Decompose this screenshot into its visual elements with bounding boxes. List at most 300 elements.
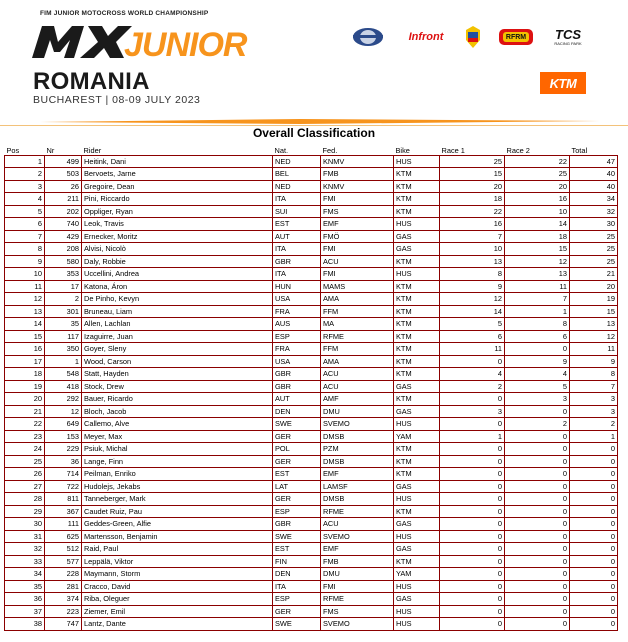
cell-pos: 23 (5, 430, 45, 443)
cell-nr: 228 (45, 568, 82, 581)
cell-nat: GER (273, 605, 321, 618)
cell-nr: 740 (45, 218, 82, 231)
fim-emblem-icon (350, 22, 386, 52)
cell-bike: KTM (394, 193, 440, 206)
cell-bike: HUS (394, 418, 440, 431)
document-header (0, 0, 628, 124)
cell-fed: KNMV (321, 180, 394, 193)
table-row (5, 555, 618, 568)
cell-race2: 0 (505, 605, 570, 618)
cell-nr: 649 (45, 418, 82, 431)
table-row (5, 618, 618, 631)
cell-pos: 9 (5, 255, 45, 268)
cell-rider: Psiuk, Michal (82, 443, 273, 456)
cell-pos: 3 (5, 180, 45, 193)
cell-nat: AUT (273, 393, 321, 406)
cell-nat: ESP (273, 593, 321, 606)
cell-total: 0 (570, 493, 618, 506)
cell-pos: 36 (5, 593, 45, 606)
cell-bike: YAM (394, 568, 440, 581)
rfrm-logo: RFRM (496, 22, 536, 52)
championship-name: FIM JUNIOR MOTOCROSS WORLD CHAMPIONSHIP (40, 10, 209, 17)
table-row (5, 193, 618, 206)
cell-fed: SVEMO (321, 618, 394, 631)
cell-nr: 36 (45, 455, 82, 468)
cell-bike: KTM (394, 343, 440, 356)
cell-race2: 0 (505, 480, 570, 493)
cell-nat: FRA (273, 305, 321, 318)
cell-rider: Gregoire, Dean (82, 180, 273, 193)
cell-nat: SWE (273, 418, 321, 431)
cell-race1: 0 (440, 480, 505, 493)
cell-race2: 20 (505, 180, 570, 193)
table-row (5, 255, 618, 268)
cell-total: 0 (570, 568, 618, 581)
cell-nr: 17 (45, 280, 82, 293)
cell-nat: USA (273, 293, 321, 306)
table-row (5, 455, 618, 468)
cell-nat: HUN (273, 280, 321, 293)
cell-bike: HUS (394, 618, 440, 631)
cell-nr: 229 (45, 443, 82, 456)
table-row (5, 443, 618, 456)
cell-race2: 5 (505, 380, 570, 393)
cell-total: 2 (570, 418, 618, 431)
cell-race2: 7 (505, 293, 570, 306)
cell-fed: LAMSF (321, 480, 394, 493)
cell-race2: 0 (505, 443, 570, 456)
cell-race1: 0 (440, 593, 505, 606)
infront-logo: Infront (408, 31, 444, 43)
cell-nr: 12 (45, 405, 82, 418)
cell-race1: 0 (440, 605, 505, 618)
cell-nr: 301 (45, 305, 82, 318)
cell-fed: DMU (321, 568, 394, 581)
cell-rider: Katona, Áron (82, 280, 273, 293)
cell-rider: Lange, Finn (82, 455, 273, 468)
table-row (5, 593, 618, 606)
cell-bike: KTM (394, 168, 440, 181)
cell-pos: 11 (5, 280, 45, 293)
cell-rider: Raid, Paul (82, 543, 273, 556)
cell-race1: 10 (440, 243, 505, 256)
cell-pos: 10 (5, 268, 45, 281)
cell-fed: MA (321, 318, 394, 331)
cell-nr: 211 (45, 193, 82, 206)
cell-fed: MAMS (321, 280, 394, 293)
cell-fed: AMF (321, 393, 394, 406)
table-row (5, 418, 618, 431)
orange-swoosh (0, 118, 628, 126)
cell-nat: EST (273, 218, 321, 231)
cell-bike: GAS (394, 405, 440, 418)
federation-emblem-icon (462, 22, 484, 52)
cell-nr: 117 (45, 330, 82, 343)
cell-total: 32 (570, 205, 618, 218)
col-nat: Nat. (273, 143, 321, 155)
cell-total: 19 (570, 293, 618, 306)
cell-total: 47 (570, 155, 618, 168)
table-row (5, 605, 618, 618)
cell-nr: 153 (45, 430, 82, 443)
cell-pos: 7 (5, 230, 45, 243)
cell-race2: 14 (505, 218, 570, 231)
cell-nat: NED (273, 180, 321, 193)
cell-rider: Ziemer, Emil (82, 605, 273, 618)
cell-total: 34 (570, 193, 618, 206)
col-nr: Nr (45, 143, 82, 155)
cell-race1: 0 (440, 468, 505, 481)
cell-rider: Heitink, Dani (82, 155, 273, 168)
cell-nr: 577 (45, 555, 82, 568)
cell-nat: GER (273, 430, 321, 443)
cell-race1: 7 (440, 230, 505, 243)
cell-fed: FMI (321, 193, 394, 206)
cell-fed: FFM (321, 305, 394, 318)
cell-pos: 32 (5, 543, 45, 556)
cell-fed: RFME (321, 593, 394, 606)
cell-rider: Cracco, David (82, 580, 273, 593)
table-row (5, 293, 618, 306)
cell-rider: Statt, Hayden (82, 368, 273, 381)
cell-race2: 0 (505, 543, 570, 556)
cell-bike: GAS (394, 380, 440, 393)
cell-bike: KTM (394, 355, 440, 368)
table-row (5, 218, 618, 231)
cell-nat: USA (273, 355, 321, 368)
cell-fed: FMI (321, 580, 394, 593)
cell-race2: 0 (505, 430, 570, 443)
table-row (5, 505, 618, 518)
cell-race1: 18 (440, 193, 505, 206)
cell-pos: 27 (5, 480, 45, 493)
cell-race2: 18 (505, 230, 570, 243)
cell-total: 3 (570, 405, 618, 418)
cell-total: 1 (570, 430, 618, 443)
cell-nat: SUI (273, 205, 321, 218)
cell-bike: KTM (394, 368, 440, 381)
cell-race2: 0 (505, 343, 570, 356)
cell-pos: 34 (5, 568, 45, 581)
cell-race1: 2 (440, 380, 505, 393)
cell-race1: 3 (440, 405, 505, 418)
cell-race1: 14 (440, 305, 505, 318)
cell-race1: 1 (440, 430, 505, 443)
cell-race2: 3 (505, 393, 570, 406)
table-row (5, 430, 618, 443)
cell-total: 7 (570, 380, 618, 393)
cell-race1: 0 (440, 530, 505, 543)
cell-total: 0 (570, 480, 618, 493)
cell-race1: 15 (440, 168, 505, 181)
cell-bike: GAS (394, 230, 440, 243)
cell-bike: KTM (394, 280, 440, 293)
cell-race1: 0 (440, 568, 505, 581)
cell-rider: Maymann, Storm (82, 568, 273, 581)
cell-pos: 18 (5, 368, 45, 381)
cell-race1: 0 (440, 355, 505, 368)
cell-nat: GBR (273, 518, 321, 531)
cell-fed: FMS (321, 605, 394, 618)
cell-race2: 15 (505, 243, 570, 256)
cell-race1: 0 (440, 505, 505, 518)
cell-fed: SVEMO (321, 418, 394, 431)
cell-pos: 25 (5, 455, 45, 468)
table-row (5, 393, 618, 406)
cell-total: 0 (570, 580, 618, 593)
cell-nr: 353 (45, 268, 82, 281)
cell-rider: Alvisi, Nicolò (82, 243, 273, 256)
cell-bike: KTM (394, 555, 440, 568)
cell-nr: 714 (45, 468, 82, 481)
cell-rider: De Pinho, Kevyn (82, 293, 273, 306)
ktm-logo: KTM (540, 72, 586, 94)
cell-total: 25 (570, 243, 618, 256)
col-race1: Race 1 (440, 143, 505, 155)
cell-race1: 0 (440, 555, 505, 568)
table-row (5, 318, 618, 331)
cell-total: 40 (570, 180, 618, 193)
svg-text:JUNIOR: JUNIOR (124, 26, 247, 64)
cell-total: 13 (570, 318, 618, 331)
cell-nr: 512 (45, 543, 82, 556)
cell-rider: Tanneberger, Mark (82, 493, 273, 506)
cell-bike: HUS (394, 580, 440, 593)
cell-race2: 8 (505, 318, 570, 331)
cell-fed: AMA (321, 355, 394, 368)
cell-race1: 8 (440, 268, 505, 281)
cell-total: 0 (570, 555, 618, 568)
cell-pos: 38 (5, 618, 45, 631)
cell-nr: 367 (45, 505, 82, 518)
cell-race2: 0 (505, 405, 570, 418)
cell-bike: GAS (394, 543, 440, 556)
cell-nr: 722 (45, 480, 82, 493)
table-row (5, 468, 618, 481)
cell-fed: ACU (321, 255, 394, 268)
cell-bike: KTM (394, 180, 440, 193)
cell-fed: DMSB (321, 430, 394, 443)
table-row (5, 580, 618, 593)
cell-race1: 5 (440, 318, 505, 331)
col-pos: Pos (5, 143, 45, 155)
table-row (5, 530, 618, 543)
cell-nr: 292 (45, 393, 82, 406)
cell-bike: KTM (394, 393, 440, 406)
cell-nat: DEN (273, 405, 321, 418)
cell-race1: 13 (440, 255, 505, 268)
cell-pos: 24 (5, 443, 45, 456)
cell-nr: 202 (45, 205, 82, 218)
cell-race2: 0 (505, 618, 570, 631)
mx-junior-logo (32, 20, 272, 64)
cell-rider: Leppälä, Viktor (82, 555, 273, 568)
table-row (5, 480, 618, 493)
cell-bike: GAS (394, 518, 440, 531)
cell-race2: 0 (505, 580, 570, 593)
cell-bike: GAS (394, 480, 440, 493)
cell-nat: ESP (273, 330, 321, 343)
cell-bike: HUS (394, 605, 440, 618)
cell-nr: 374 (45, 593, 82, 606)
cell-rider: Geddes-Green, Alfie (82, 518, 273, 531)
cell-total: 0 (570, 530, 618, 543)
table-row (5, 280, 618, 293)
cell-fed: DMSB (321, 455, 394, 468)
cell-bike: KTM (394, 505, 440, 518)
cell-pos: 33 (5, 555, 45, 568)
cell-fed: SVEMO (321, 530, 394, 543)
cell-bike: HUS (394, 530, 440, 543)
cell-pos: 5 (5, 205, 45, 218)
cell-total: 30 (570, 218, 618, 231)
cell-bike: GAS (394, 593, 440, 606)
event-venue-date: BUCHAREST | 08-09 JULY 2023 (33, 94, 201, 106)
cell-race2: 0 (505, 530, 570, 543)
cell-race1: 4 (440, 368, 505, 381)
tcs-logo: TCS RACING PARK (554, 27, 582, 46)
table-row (5, 180, 618, 193)
cell-race1: 22 (440, 205, 505, 218)
cell-total: 0 (570, 605, 618, 618)
cell-race1: 0 (440, 618, 505, 631)
cell-nr: 350 (45, 343, 82, 356)
cell-nr: 2 (45, 293, 82, 306)
cell-rider: Peilman, Enriko (82, 468, 273, 481)
cell-race1: 11 (440, 343, 505, 356)
cell-rider: Meyer, Max (82, 430, 273, 443)
cell-rider: Daly, Robbie (82, 255, 273, 268)
cell-pos: 1 (5, 155, 45, 168)
cell-rider: Bloch, Jacob (82, 405, 273, 418)
cell-race1: 0 (440, 418, 505, 431)
cell-nat: SWE (273, 530, 321, 543)
cell-bike: HUS (394, 268, 440, 281)
cell-total: 12 (570, 330, 618, 343)
cell-fed: FMI (321, 243, 394, 256)
cell-pos: 26 (5, 468, 45, 481)
cell-rider: Pini, Riccardo (82, 193, 273, 206)
cell-pos: 35 (5, 580, 45, 593)
col-rider: Rider (82, 143, 273, 155)
cell-pos: 8 (5, 243, 45, 256)
cell-race2: 6 (505, 330, 570, 343)
cell-fed: ACU (321, 518, 394, 531)
cell-fed: FMS (321, 205, 394, 218)
cell-race2: 22 (505, 155, 570, 168)
cell-nat: LAT (273, 480, 321, 493)
table-row (5, 330, 618, 343)
cell-race2: 0 (505, 505, 570, 518)
cell-pos: 17 (5, 355, 45, 368)
cell-race2: 0 (505, 455, 570, 468)
cell-total: 3 (570, 393, 618, 406)
cell-rider: Oppliger, Ryan (82, 205, 273, 218)
cell-race1: 0 (440, 580, 505, 593)
sponsor-logos (346, 22, 596, 52)
cell-total: 0 (570, 505, 618, 518)
cell-fed: FMB (321, 555, 394, 568)
col-total: Total (570, 143, 618, 155)
cell-pos: 13 (5, 305, 45, 318)
table-row (5, 168, 618, 181)
cell-fed: FFM (321, 343, 394, 356)
cell-rider: Bruneau, Liam (82, 305, 273, 318)
cell-nat: POL (273, 443, 321, 456)
table-row (5, 355, 618, 368)
cell-bike: KTM (394, 318, 440, 331)
cell-bike: KTM (394, 443, 440, 456)
cell-rider: Bauer, Ricardo (82, 393, 273, 406)
cell-total: 40 (570, 168, 618, 181)
cell-nat: BEL (273, 168, 321, 181)
cell-rider: Martensson, Benjamin (82, 530, 273, 543)
cell-rider: Caudet Ruiz, Pau (82, 505, 273, 518)
cell-rider: Leok, Travis (82, 218, 273, 231)
cell-total: 25 (570, 230, 618, 243)
table-row (5, 230, 618, 243)
cell-total: 21 (570, 268, 618, 281)
cell-race1: 0 (440, 543, 505, 556)
cell-race1: 0 (440, 443, 505, 456)
cell-bike: KTM (394, 468, 440, 481)
table-row (5, 205, 618, 218)
cell-race2: 1 (505, 305, 570, 318)
cell-fed: EMF (321, 468, 394, 481)
cell-fed: RFME (321, 505, 394, 518)
cell-fed: DMSB (321, 493, 394, 506)
cell-pos: 4 (5, 193, 45, 206)
table-row (5, 568, 618, 581)
cell-nat: GBR (273, 380, 321, 393)
cell-fed: EMF (321, 543, 394, 556)
table-row (5, 268, 618, 281)
cell-race1: 0 (440, 393, 505, 406)
col-race2: Race 2 (505, 143, 570, 155)
table-row (5, 155, 618, 168)
document-title: Overall Classification (252, 126, 376, 140)
cell-fed: ACU (321, 368, 394, 381)
cell-rider: Izaguirre, Juan (82, 330, 273, 343)
cell-total: 8 (570, 368, 618, 381)
cell-race2: 12 (505, 255, 570, 268)
table-row (5, 518, 618, 531)
cell-nat: GER (273, 493, 321, 506)
cell-total: 15 (570, 305, 618, 318)
cell-total: 20 (570, 280, 618, 293)
table-row (5, 493, 618, 506)
classification-table (4, 143, 618, 631)
cell-pos: 21 (5, 405, 45, 418)
event-country: ROMANIA (33, 68, 150, 95)
cell-total: 25 (570, 255, 618, 268)
cell-race2: 0 (505, 518, 570, 531)
cell-nat: DEN (273, 568, 321, 581)
cell-nr: 811 (45, 493, 82, 506)
cell-nat: ITA (273, 243, 321, 256)
cell-pos: 37 (5, 605, 45, 618)
cell-nat: EST (273, 543, 321, 556)
table-row (5, 343, 618, 356)
cell-rider: Riba, Oleguer (82, 593, 273, 606)
cell-nr: 503 (45, 168, 82, 181)
cell-pos: 31 (5, 530, 45, 543)
cell-race1: 16 (440, 218, 505, 231)
cell-bike: HUS (394, 493, 440, 506)
cell-race2: 0 (505, 493, 570, 506)
cell-nat: EST (273, 468, 321, 481)
cell-race2: 4 (505, 368, 570, 381)
